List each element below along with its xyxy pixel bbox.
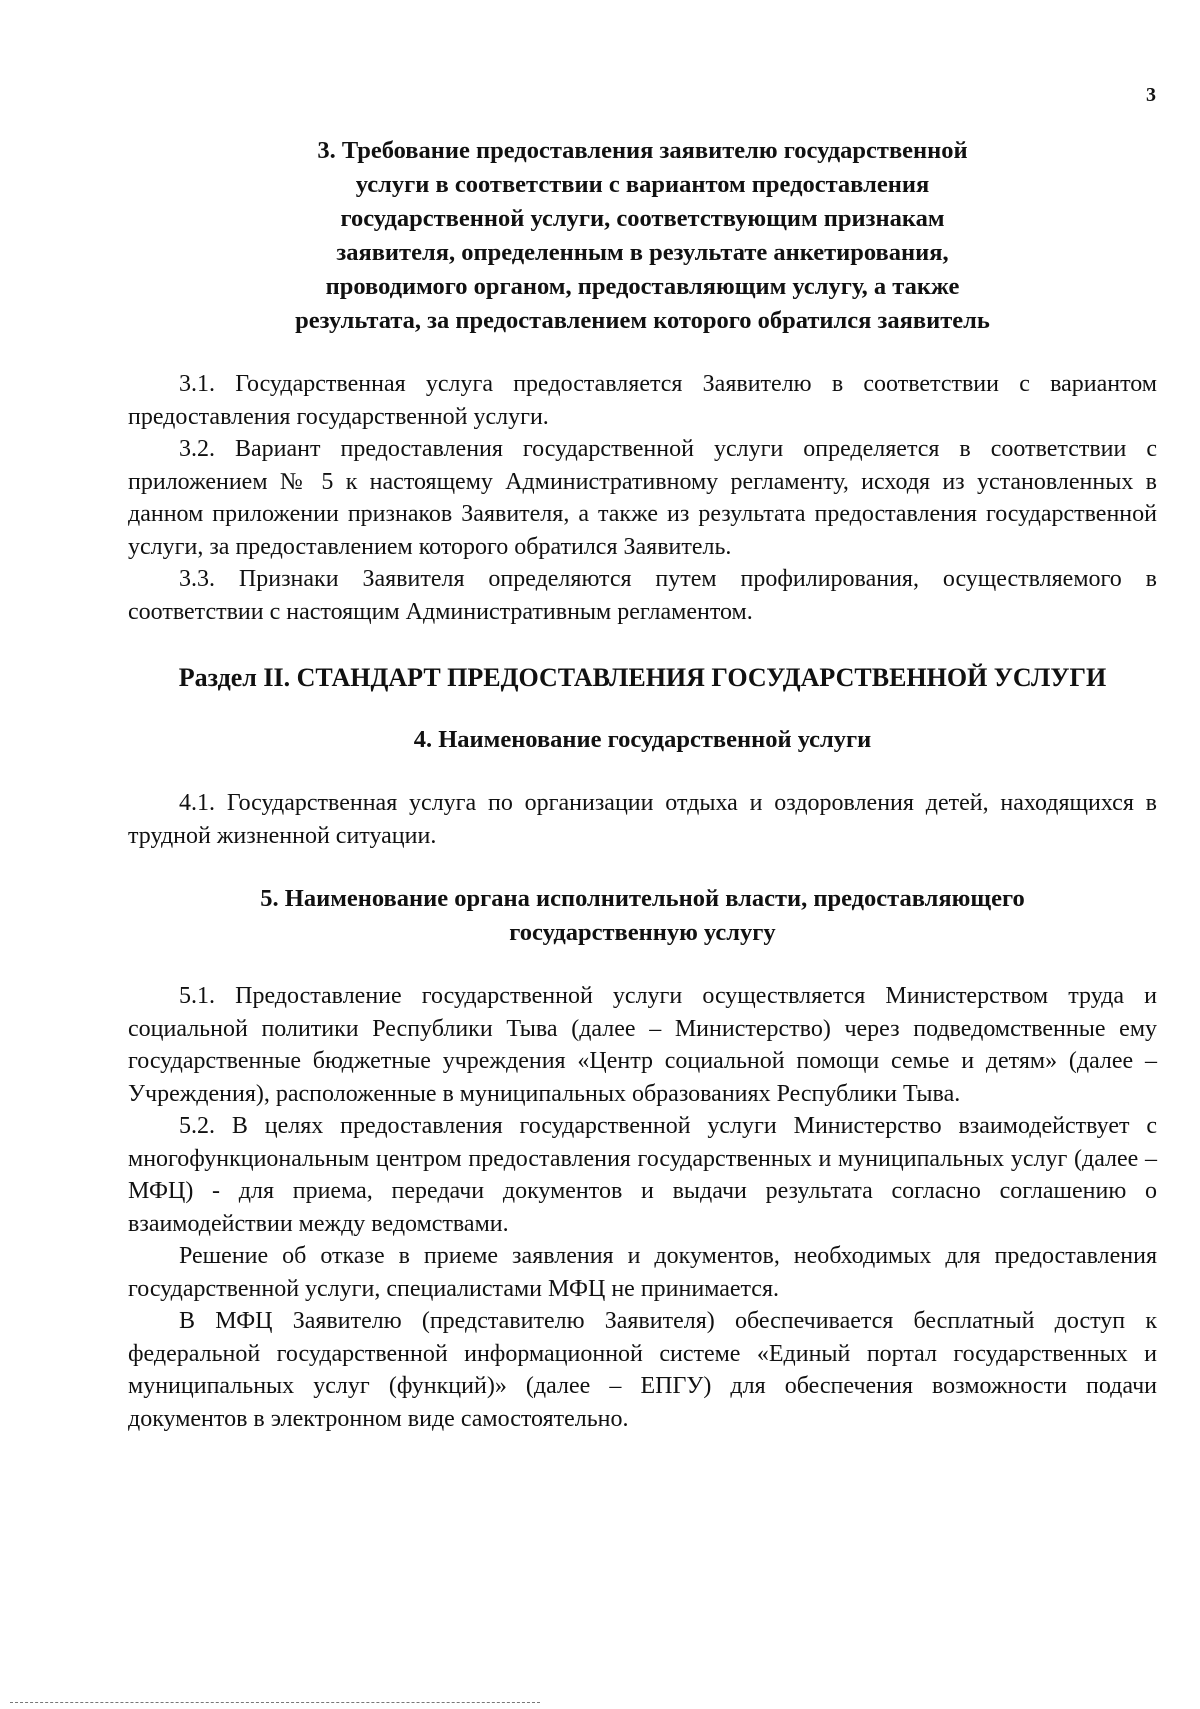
heading-line: заявителя, определенным в результате анкетирования, — [336, 239, 949, 266]
heading-line: государственной услуги, соответствующим признакам — [340, 205, 945, 232]
heading-line: услуги в соответствии с вариантом предоставления — [355, 171, 930, 198]
heading-line: 3. Требование предоставления заявителю государственной — [317, 137, 968, 164]
paragraph-3-2: 3.2. Вариант предоставления государственной услуги определяется в соответствии с приложением № 5 к настоящему Административному регламенту, исходя из установленных в данном приложении признаков Заявителя, а также из результата предоставления государственной услуги, за предоставлением которого обратился Заявитель. — [128, 436, 1157, 560]
footer-rule — [10, 1702, 540, 1703]
document-body — [128, 134, 1157, 1435]
heading-line: 5. Наименование органа исполнительной власти, предоставляющего — [260, 885, 1025, 912]
heading-line: государственную услугу — [509, 919, 776, 946]
paragraph-3-3: 3.3. Признаки Заявителя определяются путем профилирования, осуществляемого в соответствии с настоящим Административным регламентом. — [128, 566, 1157, 625]
part-2-heading: Раздел II. СТАНДАРТ ПРЕДОСТАВЛЕНИЯ ГОСУДАРСТВЕННОЙ УСЛУГИ — [178, 663, 1107, 692]
section-4-heading: 4. Наименование государственной услуги — [413, 726, 872, 753]
section-3-heading — [128, 134, 1157, 338]
page-number: 3 — [1146, 84, 1156, 106]
paragraph-5-1: 5.1. Предоставление государственной услуги осуществляется Министерством труда и социальной политики Республики Тыва (далее – Министерство) через подведомственные ему государственные бюджетные учреждения «Центр социальной помощи семье и детям» (далее – Учреждения), расположенные в муниципальных образованиях Республики Тыва. — [128, 983, 1157, 1107]
paragraph-4-1: 4.1. Государственная услуга по организации отдыха и оздоровления детей, находящихся в трудной жизненной ситуации. — [128, 790, 1157, 849]
section-5-heading — [128, 882, 1157, 950]
heading-line: проводимого органом, предоставляющим услугу, а также — [325, 273, 960, 300]
paragraph-5-2-refusal: Решение об отказе в приеме заявления и документов, необходимых для предоставления государственной услуги, специалистами МФЦ не принимается. — [128, 1243, 1157, 1302]
paragraph-3-1: 3.1. Государственная услуга предоставляется Заявителю в соответствии с вариантом предоставления государственной услуги. — [128, 371, 1157, 430]
paragraph-5-2: 5.2. В целях предоставления государственной услуги Министерство взаимодействует с многофункциональным центром предоставления государственных и муниципальных услуг (далее – МФЦ) - для приема, передачи документов и выдачи результата согласно соглашению о взаимодействии между ведомствами. — [128, 1113, 1157, 1237]
paragraph-5-2-epgu-access: В МФЦ Заявителю (представителю Заявителя) обеспечивается бесплатный доступ к федеральной государственной информационной системе «Единый портал государственных и муниципальных услуг (функций)» (далее – ЕПГУ) для обеспечения возможности подачи документов в электронном виде самостоятельно. — [128, 1308, 1157, 1432]
heading-line: результата, за предоставлением которого обратился заявитель — [295, 307, 990, 334]
